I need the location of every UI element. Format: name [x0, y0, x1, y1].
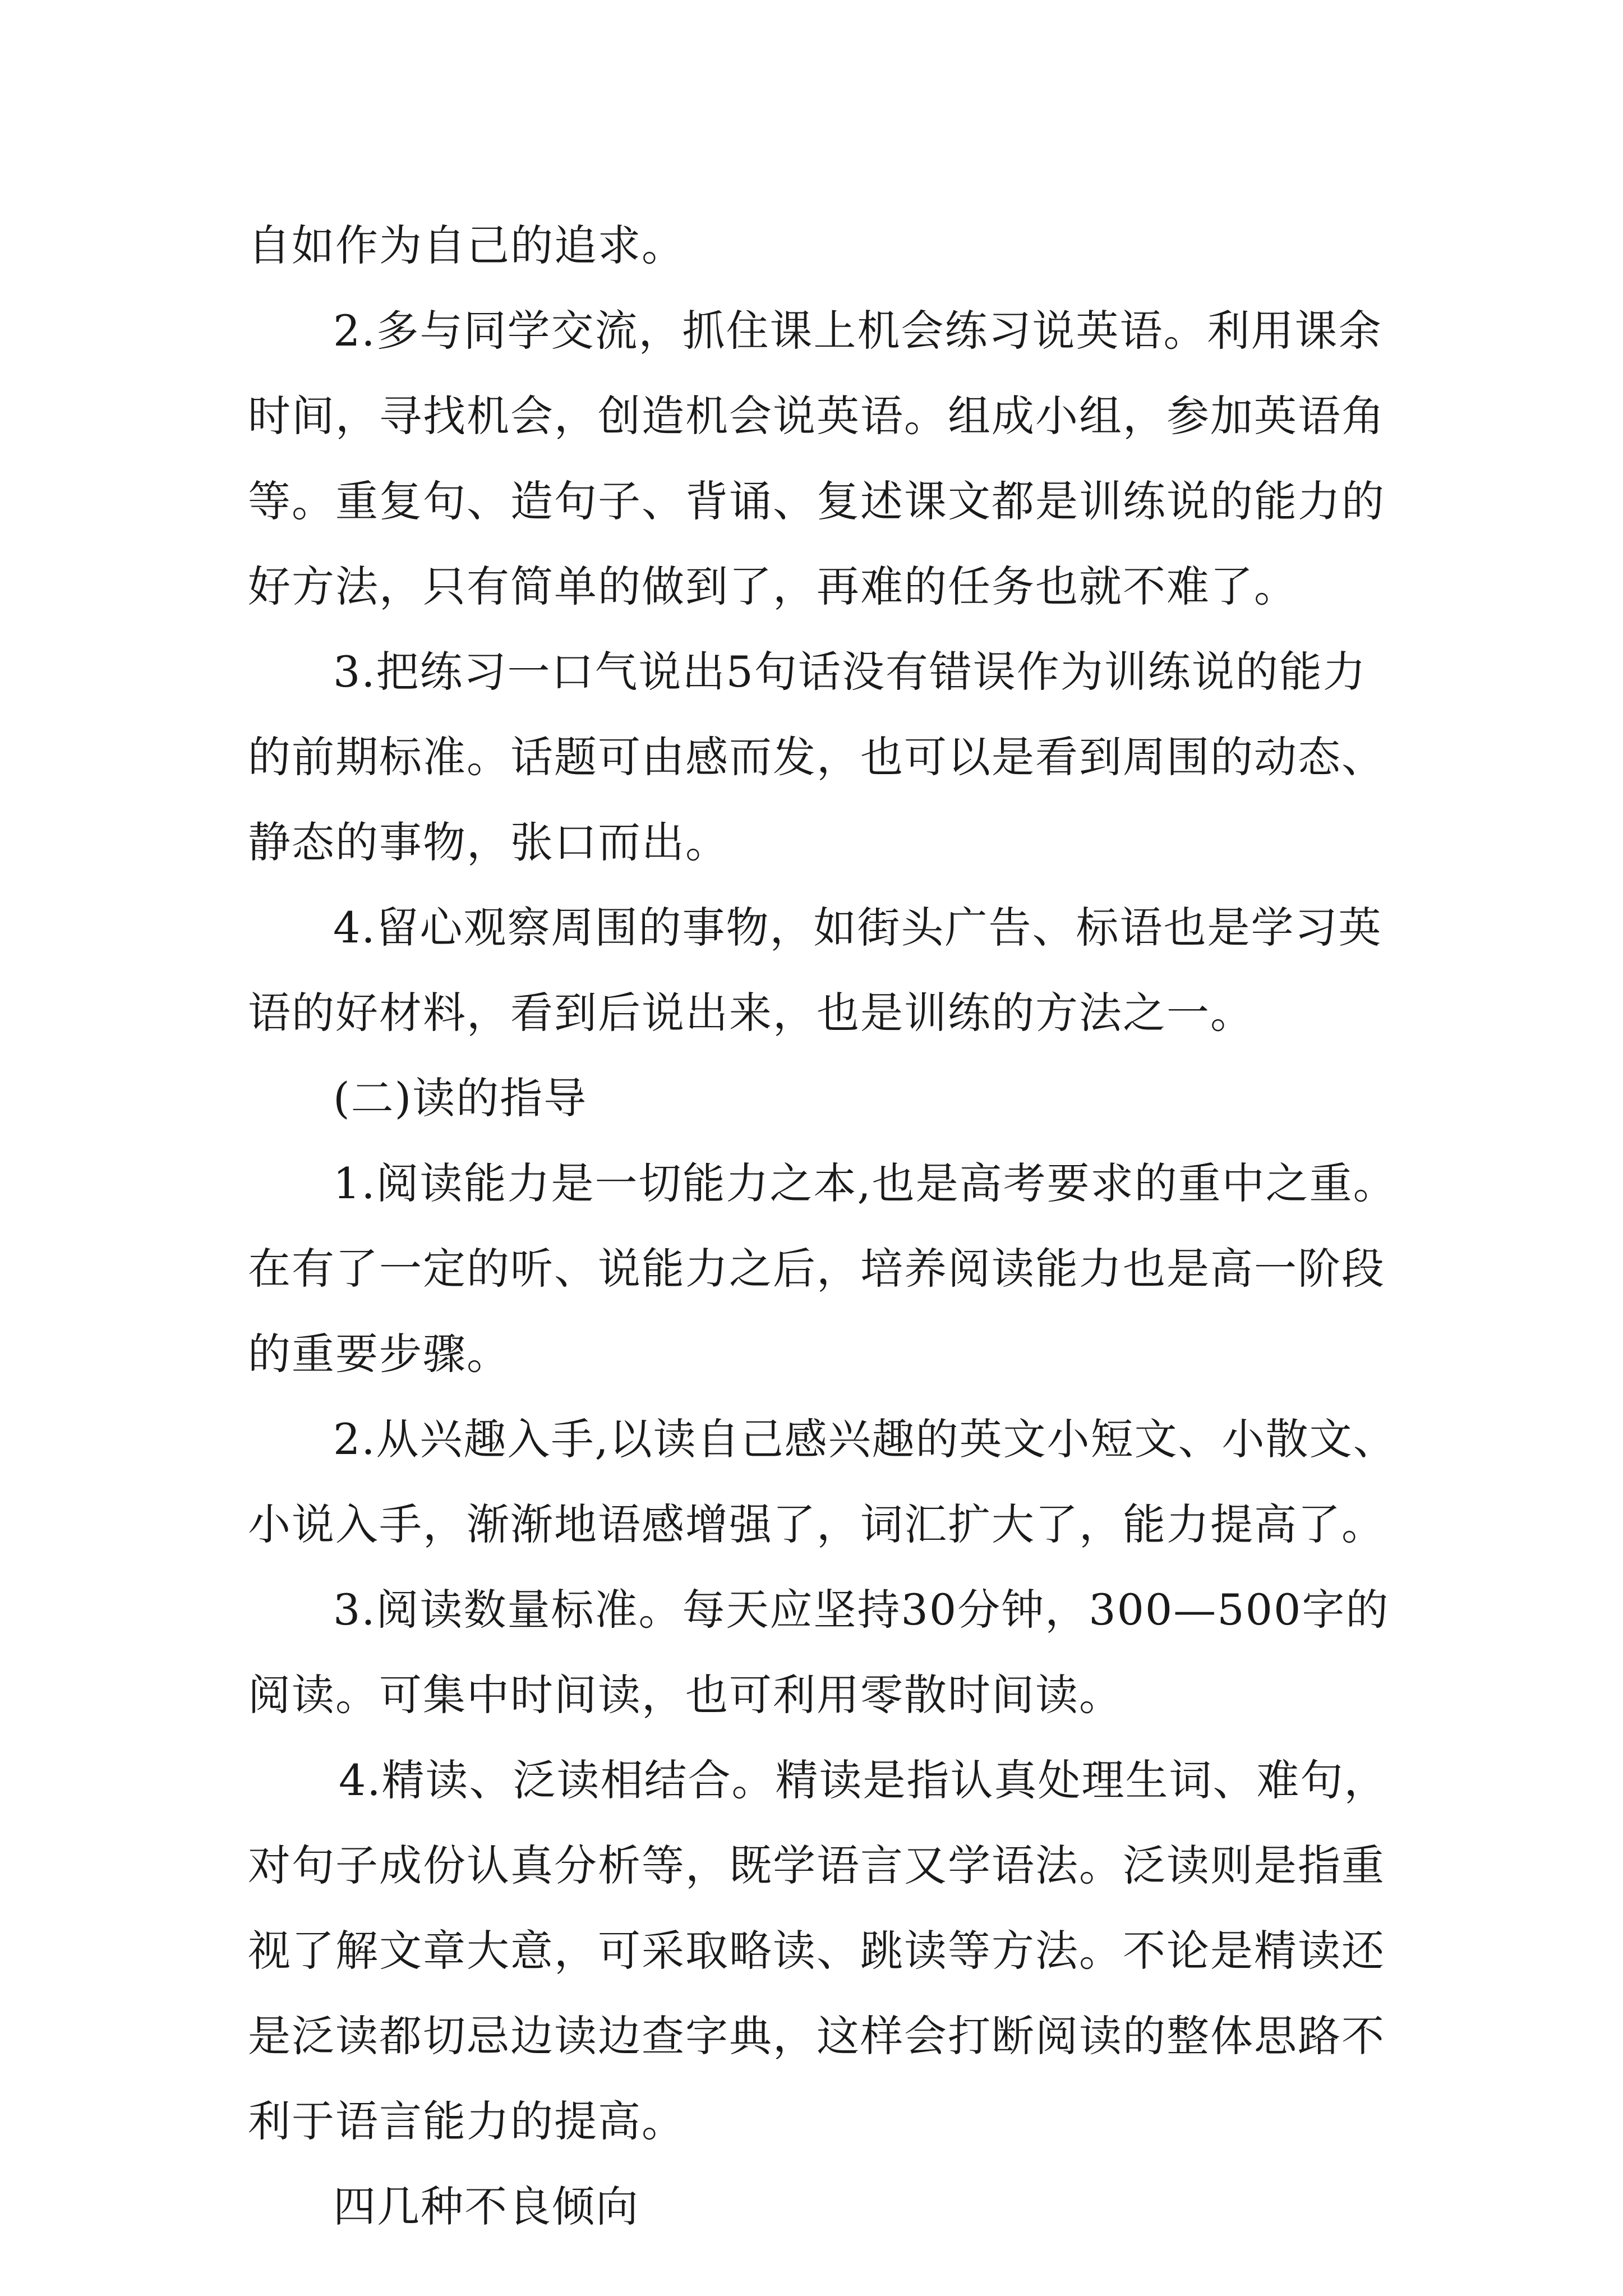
text-line: 的重要步骤。 — [248, 1329, 510, 1379]
text-line: 视了解文章大意，可采取略读、跳读等方法。不论是精读还 — [248, 1926, 1385, 1976]
section-heading: 四几种不良倾向 — [333, 2182, 639, 2231]
section-heading: (二)读的指导 — [333, 1073, 588, 1123]
text-line: 利于语言能力的提高。 — [248, 2096, 685, 2146]
text-line: 语的好材料，看到后说出来，也是训练的方法之一。 — [248, 988, 1254, 1038]
text-line: 1.阅读能力是一切能力之本,也是高考要求的重中之重。 — [333, 1158, 1397, 1208]
text-line: 在有了一定的听、说能力之后，培养阅读能力也是高一阶段 — [248, 1244, 1385, 1294]
text-line: 2.从兴趣入手,以读自己感兴趣的英文小短文、小散文、 — [333, 1414, 1397, 1464]
document-body — [248, 203, 1403, 2249]
text-line: 是泛读都切忌边读边查字典，这样会打断阅读的整体思路不 — [248, 2011, 1385, 2061]
text-line: 阅读。可集中时间读，也可利用零散时间读。 — [248, 1670, 1123, 1720]
text-line: 小说入手，渐渐地语感增强了，词汇扩大了，能力提高了。 — [248, 1499, 1385, 1549]
text-line: 静态的事物，张口而出。 — [248, 817, 729, 867]
text-line: 时间，寻找机会，创造机会说英语。组成小组，参加英语角 — [248, 391, 1385, 441]
text-line: 对句子成份认真分析等，既学语言又学语法。泛读则是指重 — [248, 1841, 1385, 1890]
text-line: 3.阅读数量标准。每天应坚持30分钟，300—500字的 — [333, 1585, 1390, 1635]
text-line: 3.把练习一口气说出5句话没有错误作为训练说的能力 — [333, 647, 1367, 697]
text-line: 的前期标准。话题可由感而发，也可以是看到周围的动态、 — [248, 732, 1385, 782]
text-line: 4.留心观察周围的事物，如街头广告、标语也是学习英 — [333, 903, 1382, 953]
text-line: 自如作为自己的追求。 — [248, 220, 685, 270]
text-line: 等。重复句、造句子、背诵、复述课文都是训练说的能力的 — [248, 476, 1385, 526]
text-line: 2.多与同学交流，抓住课上机会练习说英语。利用课余 — [333, 306, 1382, 356]
text-line: 4.精读、泛读相结合。精读是指认真处理生词、难句， — [339, 1755, 1388, 1805]
text-line: 好方法，只有简单的做到了，再难的任务也就不难了。 — [248, 562, 1298, 611]
